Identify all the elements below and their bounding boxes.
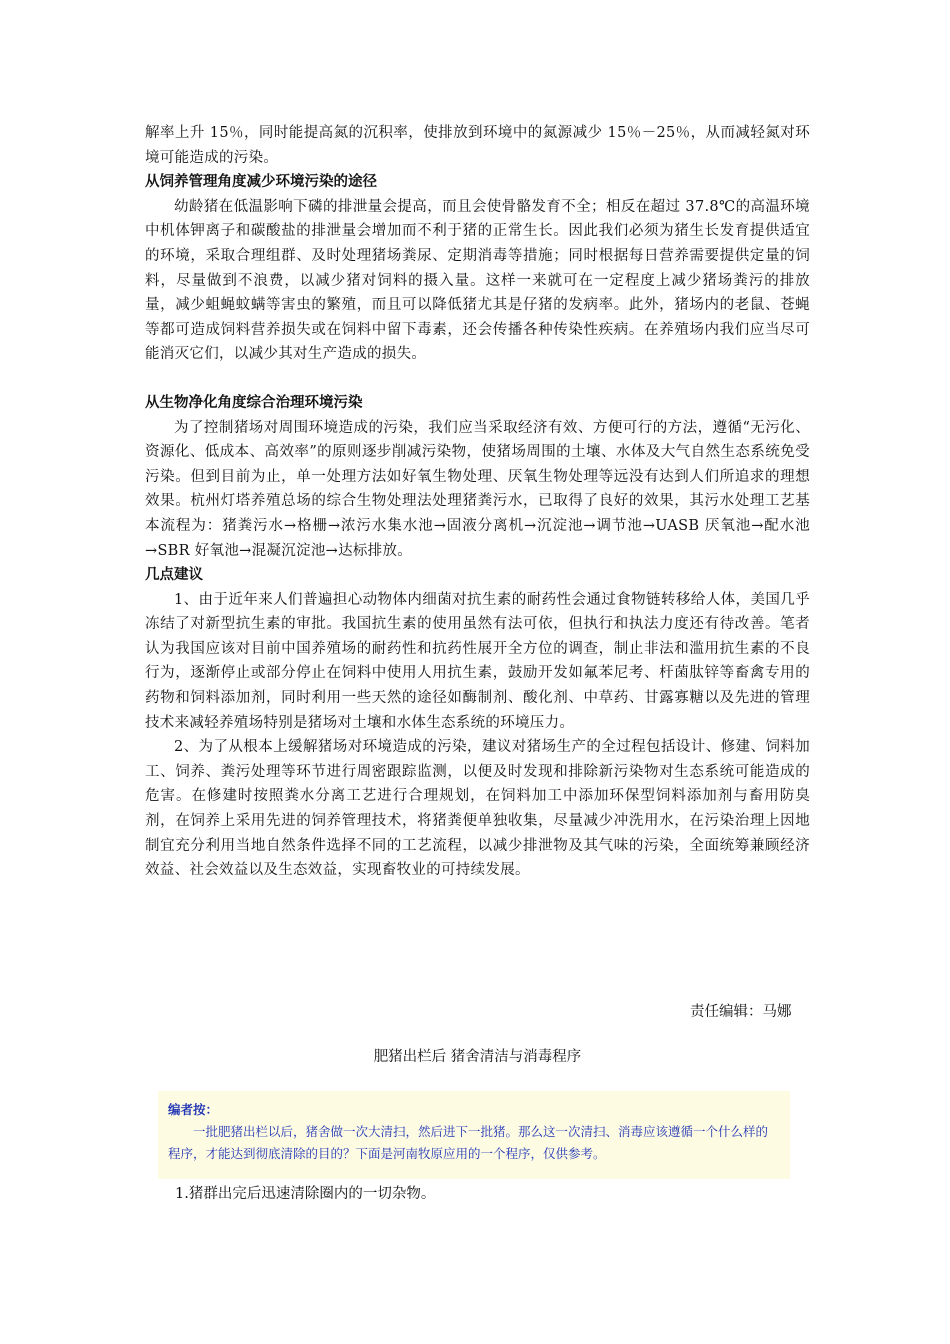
procedure-step-1: 1.猪群出完后迅速清除圈内的一切杂物。	[175, 1186, 436, 1202]
section-heading-suggestions: 几点建议	[145, 567, 203, 584]
section-heading-feeding-management: 从饲养管理角度减少环境污染的途径	[145, 174, 377, 191]
responsible-editor: 责任编辑：马娜	[690, 1004, 792, 1020]
editor-note-box	[158, 1091, 790, 1179]
intro-paragraph: 解率上升 15％，同时能提高氮的沉积率，使排放到环境中的氮源减少 15％－25％，从而减轻氮对环境可能造成的污染。	[145, 125, 810, 166]
editor-note-label: 编者按：	[168, 1102, 219, 1117]
article-body	[145, 121, 810, 883]
section-heading-bio-purification: 从生物净化角度综合治理环境污染	[145, 394, 363, 411]
paragraph-spacer	[145, 367, 810, 391]
editor-note-text: 一批肥猪出栏以后，猪舍做一次大清扫，然后进下一批猪。那么这一次清扫、消毒应该遵循一个什么样的程序，才能达到彻底清除的目的？下面是河南牧原应用的一个程序，仅供参考。	[168, 1124, 769, 1161]
suggestion-paragraph-2: 2、为了从根本上缓解猪场对环境造成的污染，建议对猪场生产的全过程包括设计、修建、饲料加工、饲养、粪污处理等环节进行周密跟踪监测，以便及时发现和排除新污染物对生态系统可能造成的危害。在修建时按照粪水分离工艺进行合理规划，在饲料加工中添加环保型饲料添加剂与畜用防臭剂，在饲养上采用先进的饲养管理技术，将猪粪便单独收集，尽量减少冲洗用水，在污染治理上因地制宜充分利用当地自然条件选择不同的工艺流程，以减少排泄物及其气味的污染，全面统筹兼顾经济效益、社会效益以及生态效益，实现畜牧业的可持续发展。	[145, 739, 810, 879]
suggestion-paragraph-1: 1、由于近年来人们普遍担心动物体内细菌对抗生素的耐药性会通过食物链转移给人体，美国几乎冻结了对新型抗生素的审批。我国抗生素的使用虽然有法可依，但执行和执法力度还有待改善。笔者认为我国应该对目前中国养殖场的耐药性和抗药性展开全方位的调查，制止非法和滥用抗生素的不良行为，逐渐停止或部分停止在饲料中使用人用抗生素，鼓励开发如氟苯尼考、杆菌肽锌等畜禽专用的药物和饲料添加剂，同时利用一些天然的途径如酶制剂、酸化剂、中草药、甘露寡糖以及先进的管理技术来减轻养殖场特别是猪场对土壤和水体生态系统的环境压力。	[145, 591, 810, 731]
next-article-title: 肥猪出栏后 猪舍清洁与消毒程序	[373, 1049, 582, 1065]
section-paragraph-bio-purification: 为了控制猪场对周围环境造成的污染，我们应当采取经济有效、方便可行的方法，遵循“无污化、资源化、低成本、高效率”的原则逐步削减污染物，使猪场周围的土壤、水体及大气自然生态系统免受污染。但到目前为止，单一处理方法如好氧生物处理、厌氧生物处理等远没有达到人们所追求的理想效果。杭州灯塔养殖总场的综合生物处理法处理猪粪污水，已取得了良好的效果，其污水处理工艺基本流程为：猪粪污水→格栅→浓污水集水池→固液分离机→沉淀池→调节池→UASB 厌氧池→配水池→SBR 好氧池→混凝沉淀池→达标排放。	[145, 419, 810, 559]
section-paragraph-feeding-management: 幼龄猪在低温影响下磷的排泄量会提高，而且会使骨骼发育不全；相反在超过 37.8℃的高温环境中机体钾离子和碳酸盐的排泄量会增加而不利于猪的正常生长。因此我们必须为猪生长发育提供适宜的环境，采取合理组群、及时处理猪场粪尿、定期消毒等措施；同时根据每日营养需要提供定量的饲料，尽量做到不浪费，以减少猪对饲料的摄入量。这样一来就可在一定程度上减少猪场粪污的排放量，减少蛆蝇蚊螨等害虫的繁殖，而且可以降低猪尤其是仔猪的发病率。此外，猪场内的老鼠、苍蝇等都可造成饲料营养损失或在饲料中留下毒素，还会传播各种传染性疾病。在养殖场内我们应当尽可能消灭它们，以减少其对生产造成的损失。	[145, 198, 810, 363]
